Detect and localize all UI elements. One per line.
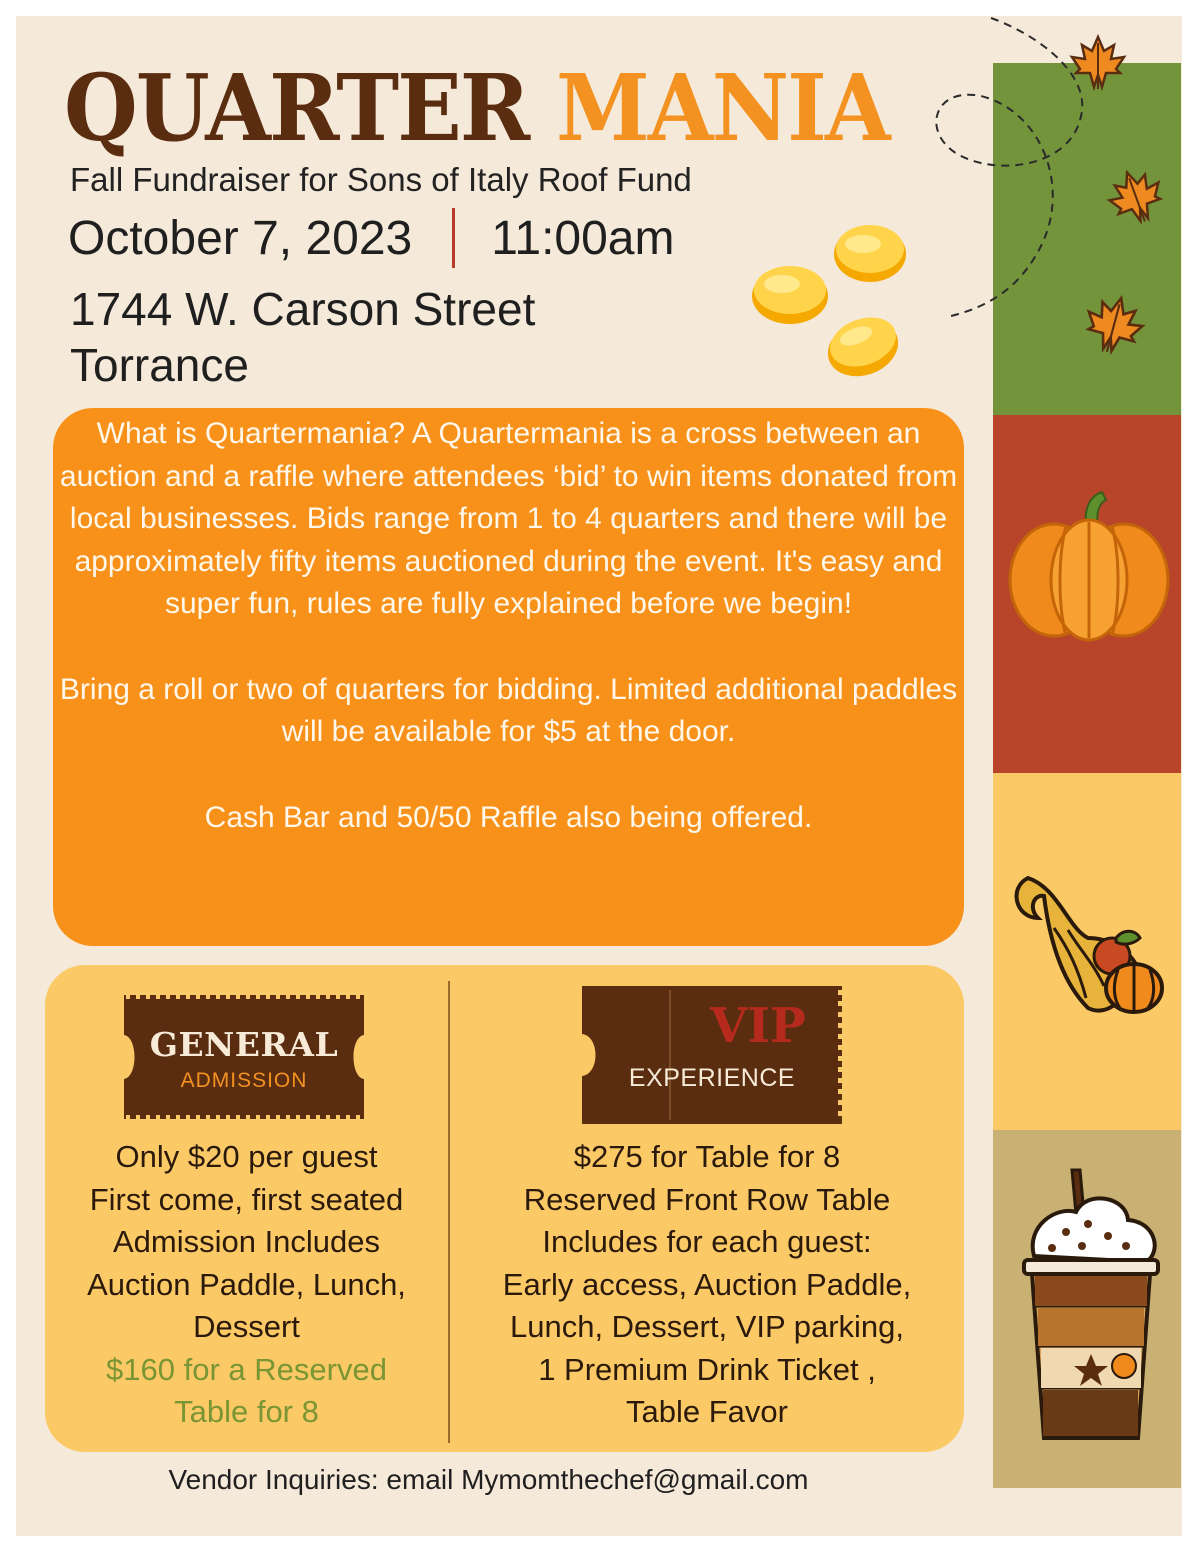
- subtitle: Fall Fundraiser for Sons of Italy Roof Fund: [70, 161, 692, 198]
- general-reserved-line: $160 for a Reserved: [106, 1351, 387, 1387]
- vip-ticket-title: VIP: [710, 998, 806, 1054]
- vip-line: Early access, Auction Paddle,: [502, 1266, 912, 1302]
- info-paragraph-cash-bar: Cash Bar and 50/50 Raffle also being offered.: [204, 800, 813, 834]
- general-line: Dessert: [193, 1309, 300, 1344]
- maple-leaf-icon: [1068, 33, 1128, 93]
- general-reserved-line: Table for 8: [174, 1394, 319, 1429]
- vip-line: Table Favor: [626, 1394, 788, 1429]
- info-paragraph-what-is: What is Quartermania? A Quartermania is a cross between an auction and a raffle where attendees ‘bid’ to win items donated from local businesses. Bids range from 1 to 4 quarters and there will be approximately fifty items auctioned during the event. It's easy and super fun, rules are fully explained before we begin!: [59, 417, 958, 620]
- date-time-separator: [452, 208, 455, 268]
- vip-details: [450, 1136, 964, 1434]
- cornucopia-icon: [1008, 868, 1168, 1030]
- info-paragraph-bring-quarters: Bring a roll or two of quarters for bidding. Limited additional paddles will be available for $5 at the door.: [59, 672, 958, 748]
- event-date: October 7, 2023: [68, 211, 413, 265]
- address-city: Torrance: [70, 339, 249, 391]
- vip-line: Reserved Front Row Table: [523, 1181, 891, 1217]
- date-time-line: [68, 208, 674, 268]
- maple-leaf-icon: [1106, 166, 1166, 228]
- admission-box: [45, 965, 964, 1452]
- flyer: [16, 16, 1182, 1536]
- general-line: Auction Paddle, Lunch,: [87, 1266, 406, 1302]
- general-ticket-title: GENERAL: [149, 1025, 339, 1064]
- vip-line: 1 Premium Drink Ticket ,: [538, 1351, 876, 1387]
- title-word-mania: MANIA: [556, 54, 889, 162]
- maple-leaf-icon: [1082, 293, 1146, 357]
- event-time: 11:00am: [491, 211, 675, 265]
- general-details: [45, 1136, 448, 1434]
- address-street: 1744 W. Carson Street: [70, 283, 536, 335]
- vip-ticket-subtitle: EXPERIENCE: [628, 1064, 796, 1092]
- info-box: [53, 408, 964, 946]
- vendor-inquiries: Vendor Inquiries: email Mymomthechef@gmail.com: [168, 1464, 809, 1495]
- title-word-quarter: QUARTER: [64, 54, 529, 162]
- general-line: First come, first seated: [89, 1181, 404, 1217]
- page-title: [64, 54, 889, 162]
- vip-line: Includes for each guest:: [542, 1224, 872, 1259]
- general-ticket-subtitle: ADMISSION: [180, 1069, 308, 1092]
- general-line: Only $20 per guest: [115, 1139, 378, 1174]
- general-admission-ticket: [124, 995, 364, 1119]
- general-line: Admission Includes: [112, 1224, 381, 1259]
- pumpkin-icon: [1006, 486, 1172, 646]
- gold-coins-icon: [750, 216, 920, 386]
- vip-line: Lunch, Dessert, VIP parking,: [509, 1309, 905, 1344]
- pumpkin-spice-drink-icon: [1016, 1166, 1166, 1446]
- vip-line: $275 for Table for 8: [573, 1139, 841, 1174]
- vip-ticket: [582, 986, 842, 1124]
